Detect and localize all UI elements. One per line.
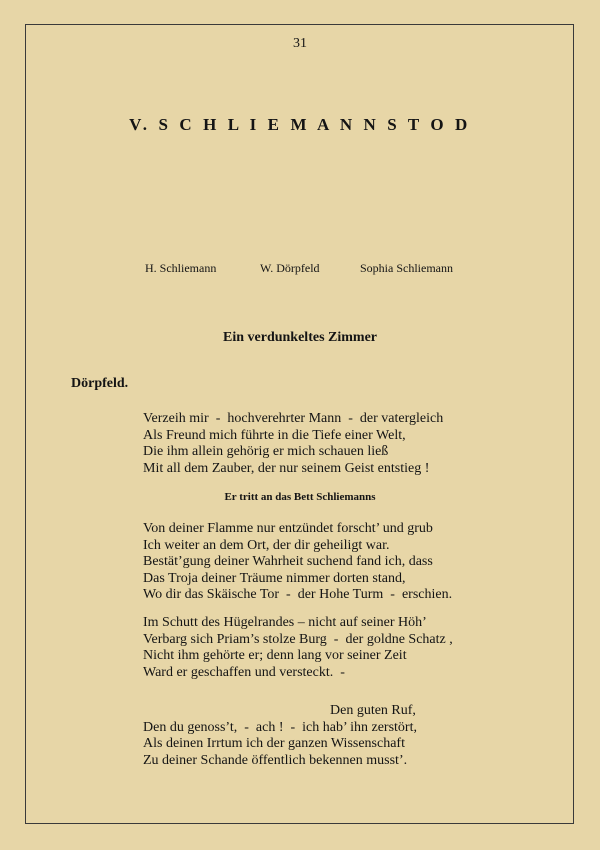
page-number: 31: [293, 36, 307, 51]
verse-line: Den du genoss’t, - ach ! - ich hab’ ihn zerstört,: [143, 719, 417, 735]
verse-line: Als Freund mich führte in die Tiefe einer Welt,: [143, 427, 406, 443]
verse-line: Verbarg sich Priam’s stolze Burg - der goldne Schatz ,: [143, 631, 453, 647]
verse-line: Bestät’gung deiner Wahrheit suchend fand ich, dass: [143, 554, 433, 569]
verse-stanza: [143, 703, 417, 769]
stage-direction: Er tritt an das Bett Schliemanns: [224, 491, 376, 503]
chapter-title: V. S C H L I E M A N N S T O D: [129, 115, 471, 134]
verse-line: Ward er geschaffen und versteckt. -: [143, 664, 345, 680]
verse-line: Ich weiter an dem Ort, der dir geheiligt war.: [143, 537, 390, 553]
verse-stanza: [143, 615, 453, 681]
verse-stanza: [143, 521, 452, 604]
verse-line: Als deinen Irrtum ich der ganzen Wissenschaft: [143, 736, 405, 751]
character-name: H. Schliemann: [145, 261, 217, 275]
character-name: Sophia Schliemann: [360, 261, 453, 275]
verse-line: Das Troja deiner Träume nimmer dorten stand,: [143, 570, 406, 586]
speaker-name: Dörpfeld.: [71, 376, 129, 391]
verse-line: Von deiner Flamme nur entzündet forscht’ und grub: [143, 521, 433, 536]
verse-line: Mit all dem Zauber, der nur seinem Geist entstieg !: [143, 460, 430, 476]
verse-line: Die ihm allein gehörig er mich schauen ließ: [143, 444, 389, 459]
verse-line: Den guten Ruf,: [330, 703, 416, 718]
verse-line: Verzeih mir - hochverehrter Mann - der vatergleich: [143, 411, 444, 426]
verse-line: Im Schutt des Hügelrandes – nicht auf seiner Höh’: [143, 615, 427, 630]
character-name: W. Dörpfeld: [260, 261, 320, 275]
verse-line: Wo dir das Skäische Tor - der Hohe Turm - erschien.: [143, 587, 453, 602]
verse-stanza: [143, 411, 443, 477]
scene-heading: Ein verdunkeltes Zimmer: [223, 330, 377, 345]
verse-line: Nicht ihm gehörte er; denn lang vor seiner Zeit: [143, 648, 407, 663]
verse-line: Zu deiner Schande öffentlich bekennen musst’.: [143, 752, 408, 768]
